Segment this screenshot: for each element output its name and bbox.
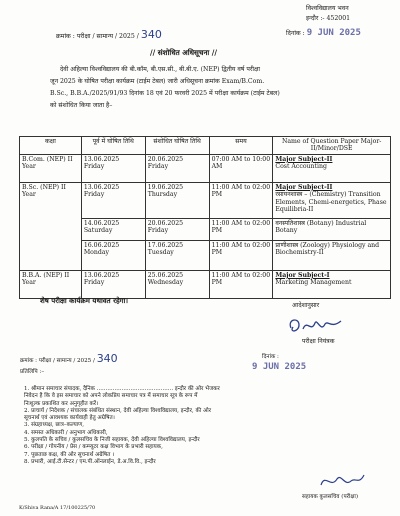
date-stamp: 9 JUN 2025: [306, 28, 361, 38]
controller-signature: [285, 315, 345, 337]
timetable: [19, 136, 391, 299]
date-label: दिनांक :: [286, 30, 305, 37]
copy-date-label: दिनांक :: [262, 354, 279, 360]
intro-line-4: को संशोधित किया जाता है–: [50, 102, 113, 109]
copy-reference-number: 340: [96, 352, 118, 365]
old-date-cell: 14.06.2025 Saturday: [81, 218, 145, 240]
old-date-cell: 13.06.2025 Friday: [81, 270, 145, 298]
list-item: 8. प्रभारी, आई.टी.सेन्टर / एम.पी.ऑनलाईन, डे.अ.वि.वि., इन्दौर: [24, 458, 156, 465]
list-item: 4. समस्त अधिकारी / अनुभाग अधिकारी,: [24, 429, 108, 436]
copy-reference-line: [20, 352, 118, 365]
list-item: 6. परीक्षा / गोपनीय / प्रेस / कम्प्यूटर कक्ष विभाग के प्रभारी सहायक,: [24, 444, 163, 451]
new-date-cell: 20.06.2025 Friday: [145, 154, 209, 182]
copy-reference-prefix: क्रमांक : परीक्षा / सामान्य / 2025 /: [20, 358, 95, 364]
old-date-cell: 13.06.2025 Friday: [81, 154, 145, 182]
time-cell: 11:00 AM to 02:00 PM: [209, 270, 273, 298]
paper-cell: Major Subject-I Marketing Management: [273, 270, 391, 298]
assistant-registrar-title: सहायक कुलसचिव (परीक्षा): [302, 494, 359, 500]
time-cell: 07:00 AM to 10:00 AM: [209, 154, 273, 182]
paper-cell: Major Subject-II Cost Accounting: [273, 154, 391, 182]
intro-line-3: B.Sc., B.B.A./2025/91/93 दिनांक 18 एवं 20 फरवरी 2025 में परीक्षा कार्यक्रम (टाईम टेबल): [50, 90, 280, 97]
list-item: 1. श्रीमान समाचार संपादक, दैनिक ........................................... इन्दौर की ओर भेजकर: [24, 386, 220, 392]
copy-recipient-list: [24, 386, 394, 466]
notification-title: // संशोधित अधिसूचना //: [150, 48, 218, 57]
reference-line: [56, 28, 162, 41]
new-date-cell: 19.06.2025 Thursday: [145, 182, 209, 218]
table-header-row: [20, 137, 391, 155]
list-item: 5. कुलपति के सचिव / कुलसचिव के निजी सहायक, देवी अहिल्या विश्वविद्यालय, इन्दौर: [24, 437, 200, 444]
date-line: [286, 28, 361, 38]
header-class: कक्षा: [20, 137, 82, 155]
list-item: निवेदन है कि वे इस समाचार को अपने लोकप्रिय समाचार पत्र में समाचार सूत्र के रूप में: [24, 393, 198, 400]
reference-prefix: क्रमांक : परीक्षा / सामान्य / 2025 /: [56, 33, 139, 40]
header-old-date: पूर्व में घोषित तिथि: [81, 137, 145, 155]
by-order-label: आदेशानुसार: [292, 302, 320, 309]
paper-cell: Major Subject-II रसायनशास्त्र – (Chemistry) Transition Elements, Chemi-energetics, Phase Equilibria-II: [273, 182, 391, 218]
table-row: [20, 182, 391, 218]
header-paper: Name of Question Paper Major-II/Minor/DSE: [273, 137, 391, 155]
office-line-1: विश्वविद्यालय भवन: [306, 5, 349, 12]
copy-date-stamp: 9 JUN 2025: [252, 362, 307, 372]
class-cell: B.Sc. (NEP) II Year: [20, 182, 82, 270]
new-date-cell: 25.06.2025 Wednesday: [145, 270, 209, 298]
assistant-registrar-signature: [317, 471, 367, 491]
controller-title: परीक्षा नियंत्रक: [302, 338, 335, 345]
intro-line-1: देवी अहिल्या विश्वविद्यालय की बी.कॉम, बी.एस.सी., बी.बी.ए. (NEP) द्वितीय वर्ष परीक्षा: [60, 66, 261, 73]
office-line-2: इन्दौर :- 452001: [306, 15, 351, 22]
class-cell: B.Com. (NEP) II Year: [20, 154, 82, 182]
remaining-note: शेष परीक्षा कार्यक्रम यथावत रहेगा।: [40, 296, 129, 305]
time-cell: 11:00 AM to 02:00 PM: [209, 218, 273, 240]
time-cell: 11:00 AM to 02:00 PM: [209, 240, 273, 270]
class-cell: B.B.A. (NEP) II Year: [20, 270, 82, 298]
list-item: 2. प्राचार्य / निदेशक / संचालक संबंधित संस्थान, देवी अहिल्या विश्वविद्यालय, इन्दौर, की ओर: [24, 407, 211, 414]
header-new-date: संशोधित घोषित तिथि: [145, 137, 209, 155]
old-date-cell: 16.06.2025 Monday: [81, 240, 145, 270]
new-date-cell: 17.06.2025 Tuesday: [145, 240, 209, 270]
copy-label: प्रतिलिपि :–: [20, 369, 45, 375]
table-row: [20, 154, 391, 182]
list-item: सूचनार्थ एवं आवश्यक कार्यवाही हेतु अग्रेषित।: [24, 415, 115, 422]
paper-cell: वनस्पतिशास्त्र (Botany) Industrial Botany: [273, 218, 391, 240]
header-time: समय: [209, 137, 273, 155]
list-item: 7. पूछताछ कक्ष, की ओर सूचनार्थ अग्रेषित ।: [24, 451, 115, 458]
table-row: [20, 270, 391, 298]
old-date-cell: 13.06.2025 Friday: [81, 182, 145, 218]
list-item: निःशुल्क प्रकाशित कर अनुगृहीत करें।: [24, 400, 99, 407]
file-reference: K/Shiva Rana/A 17/100225/70: [19, 505, 96, 511]
intro-line-2: जून 2025 के घोषित परीक्षा कार्यक्रम (टाईम टेबल) जारी अधिसूचना क्रमांक Exam/B.Com.: [50, 78, 265, 85]
reference-number: 340: [140, 28, 162, 41]
list-item: 3. संग्रहाध्यक्ष, छात्र–कल्याण,: [24, 422, 85, 429]
paper-cell: प्राणीशास्त्र (Zoology) Physiology and Biochemistry-II: [273, 240, 391, 270]
time-cell: 11:00 AM to 02:00 PM: [209, 182, 273, 218]
new-date-cell: 20.06.2025 Friday: [145, 218, 209, 240]
